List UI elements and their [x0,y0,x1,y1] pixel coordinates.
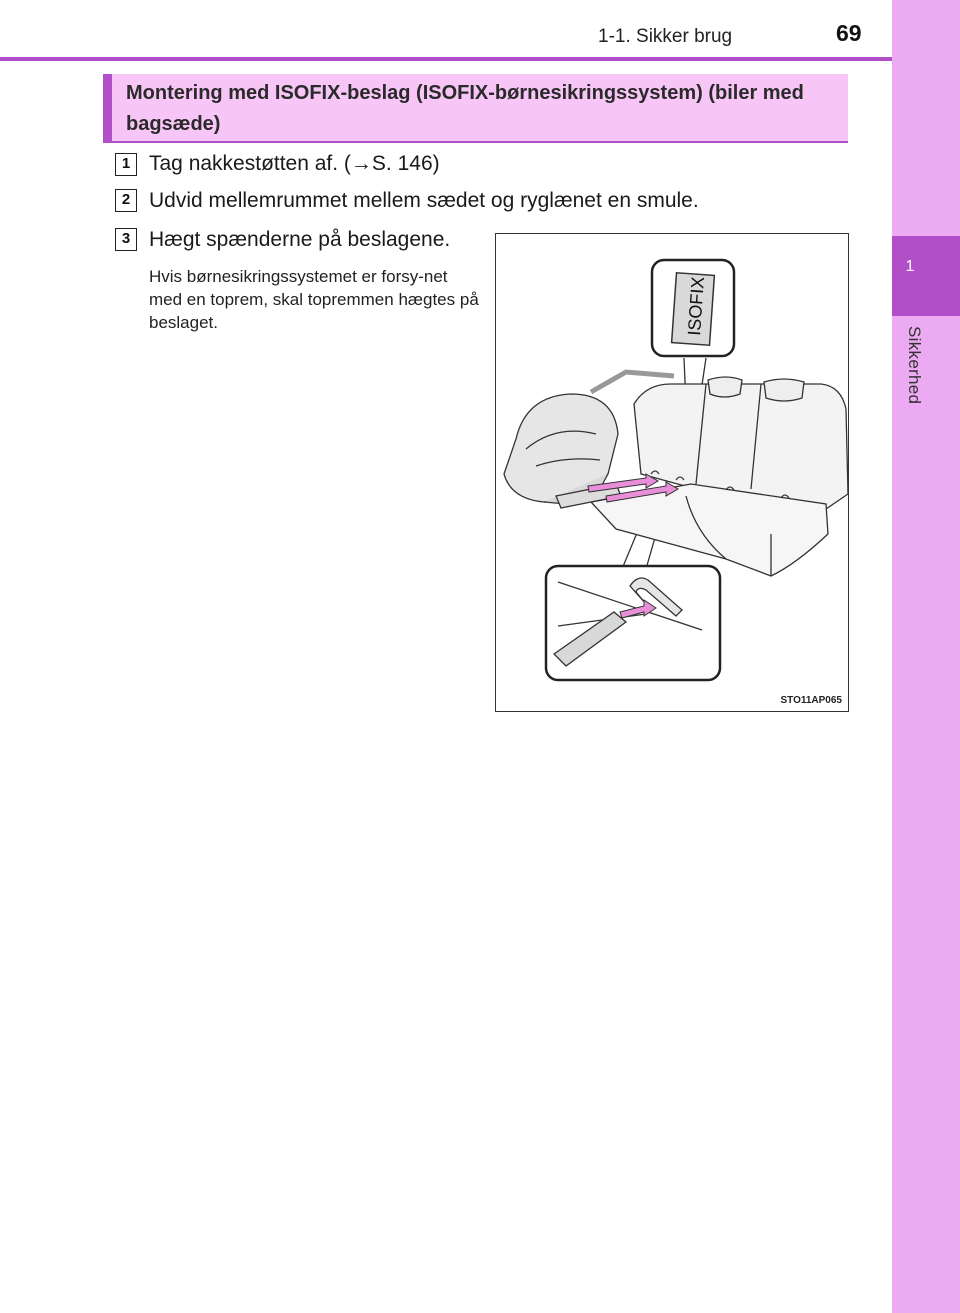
chapter-tab-number: 1 [905,258,915,275]
step-3-text: Hægt spænderne på beslagene. [149,228,451,251]
section-title-box [103,74,848,143]
section-title: Montering med ISOFIX-beslag (ISOFIX-børnesikringssystem) (biler med bagsæde) [126,82,804,135]
isofix-illustration [495,233,849,712]
step-1-number: 1 [115,153,137,176]
step-2-text: Udvid mellemrummet mellem sædet og ryglænet en smule. [149,189,699,212]
step-3-note: Hvis børnesikringssystemet er forsy-net med en toprem, skal topremmen hægtes på beslaget. [149,267,479,332]
side-chapter-strip [892,0,960,1313]
header-rule [0,57,892,61]
page-number: 69 [836,20,862,46]
step-2-number: 2 [115,189,137,212]
chapter-tab-label: Sikkerhed [905,326,924,405]
step-1-text: Tag nakkestøtten af. (→S. 146) [149,152,440,175]
rear-seat-drawing [496,234,849,712]
step-3-number: 3 [115,228,137,251]
running-header-section: 1-1. Sikker brug [598,26,733,47]
isofix-tag-label: ISOFIX [684,276,709,337]
figure-code: STO11AP065 [780,695,842,706]
chapter-tab[interactable] [892,236,960,316]
